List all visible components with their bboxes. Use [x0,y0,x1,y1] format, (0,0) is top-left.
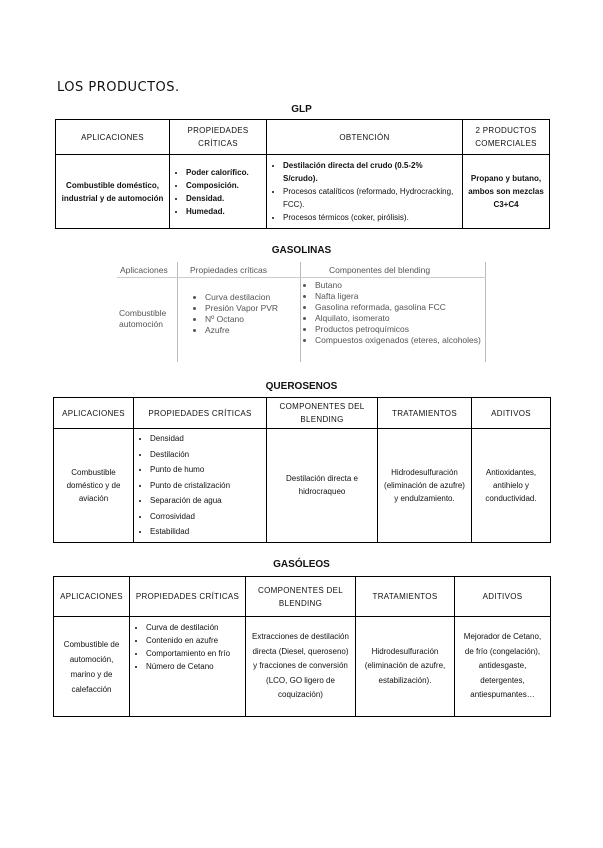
list-item: • Gasolina reformada, gasolina FCC [315,302,483,313]
list-item: • Comportamiento en frío [146,647,241,660]
list-item: • Humedad. [186,205,262,218]
list-item: • Presión Vapor PVR [205,303,299,314]
gasolinas-table [117,262,486,362]
glp-header-aplicaciones: APLICACIONES [56,120,170,155]
list-item: • Nafta ligera [315,291,483,302]
page-heading: LOS PRODUCTOS. [57,80,180,95]
querosenos-header-componentes: COMPONENTES DEL BLENDING [267,398,378,429]
list-item: • Corrosividad [150,509,262,525]
list-item: • Punto de cristalización [150,478,262,494]
glp-header-productos: 2 PRODUCTOS COMERCIALES [463,120,550,155]
querosenos-header-propiedades: PROPIEDADES CRÍTICAS [134,398,267,429]
glp-aplicaciones: Combustible doméstico, industrial y de automoción [56,155,170,229]
list-item: • Estabilidad [150,524,262,540]
gasoleos-tratamientos: Hidrodesulfuración (eliminación de azufre, estabilización). [356,617,455,717]
querosenos-propiedades [134,429,267,543]
gasolinas-componentes [305,280,483,346]
list-item: • Densidad. [186,192,262,205]
querosenos-table [53,397,551,543]
glp-productos: Propano y butano, ambos son mezclas C3+C4 [463,155,550,229]
glp-header-propiedades: PROPIEDADES CRÍTICAS [170,120,267,155]
gasoleos-header-componentes: COMPONENTES DEL BLENDING [246,577,356,617]
gasoleos-header-aditivos: ADITIVOS [455,577,551,617]
list-item: • Punto de humo [150,462,262,478]
list-item: • Curva de destilación [146,621,241,634]
gasolinas-header-componentes: Componentes del blending [329,265,431,275]
list-item: • Butano [315,280,483,291]
gasoleos-header-aplicaciones: APLICACIONES [54,577,130,617]
gasoleos-table [53,576,551,717]
gasolinas-header-aplicaciones: Aplicaciones [120,265,168,275]
list-item: • Destilación [150,447,262,463]
divider [117,277,486,278]
querosenos-header-aplicaciones: APLICACIONES [54,398,134,429]
gasoleos-componentes: Extracciones de destilación directa (Diesel, queroseno) y fracciones de conversión (LCO, GO ligero de coquización) [246,617,356,717]
list-item: • Productos petroquímicos [315,324,483,335]
list-item: • Nº Octano [205,314,299,325]
list-item: • Azufre [205,325,299,336]
gasoleos-header-tratamientos: TRATAMIENTOS [356,577,455,617]
list-item: • Curva destilacion [205,292,299,303]
list-item: • Poder calorífico. [186,166,262,179]
gasolinas-title: GASOLINAS [271,245,332,256]
list-item: • Alquilato, isomerato [315,313,483,324]
querosenos-componentes: Destilación directa e hidrocraqueo [267,429,378,543]
querosenos-aplicaciones: Combustible doméstico y de aviación [54,429,134,543]
list-item: • Procesos térmicos (coker, pirólisis). [283,211,458,224]
gasoleos-propiedades [130,617,246,717]
gasoleos-aditivos: Mejorador de Cetano, de frío (congelación), antidesgaste, detergentes, antiespumantes… [455,617,551,717]
querosenos-header-aditivos: ADITIVOS [472,398,551,429]
list-item: • Composición. [186,179,262,192]
glp-propiedades [170,155,267,229]
gasoleos-aplicaciones: Combustible de automoción, marino y de calefacción [54,617,130,717]
list-item: • Número de Cetano [146,660,241,673]
querosenos-aditivos: Antioxidantes, antihielo y conductividad. [472,429,551,543]
glp-obtencion [267,155,463,229]
list-item: • Procesos catalíticos (reformado, Hydrocracking, FCC). [283,185,458,211]
gasolinas-aplicaciones: Combustible automoción [119,308,167,329]
querosenos-header-tratamientos: TRATAMIENTOS [378,398,472,429]
gasolinas-propiedades [195,292,299,336]
querosenos-tratamientos: Hidrodesulfuración (eliminación de azufre) y endulzamiento. [378,429,472,543]
list-item: • Compuestos oxigenados (eteres, alcoholes) [315,335,483,346]
list-item: • Contenido en azufre [146,634,241,647]
list-item: • Separación de agua [150,493,262,509]
glp-header-obtencion: OBTENCIÓN [267,120,463,155]
gasolinas-header-propiedades: Propiedades críticas [190,265,268,275]
querosenos-title: QUEROSENOS [265,381,338,392]
glp-title: GLP [291,104,312,115]
gasoleos-header-propiedades: PROPIEDADES CRÍTICAS [130,577,246,617]
gasoleos-title: GASÓLEOS [273,559,330,570]
list-item: • Destilación directa del crudo (0.5-2% S/crudo). [283,159,458,185]
list-item: • Densidad [150,431,262,447]
glp-table [55,119,550,229]
